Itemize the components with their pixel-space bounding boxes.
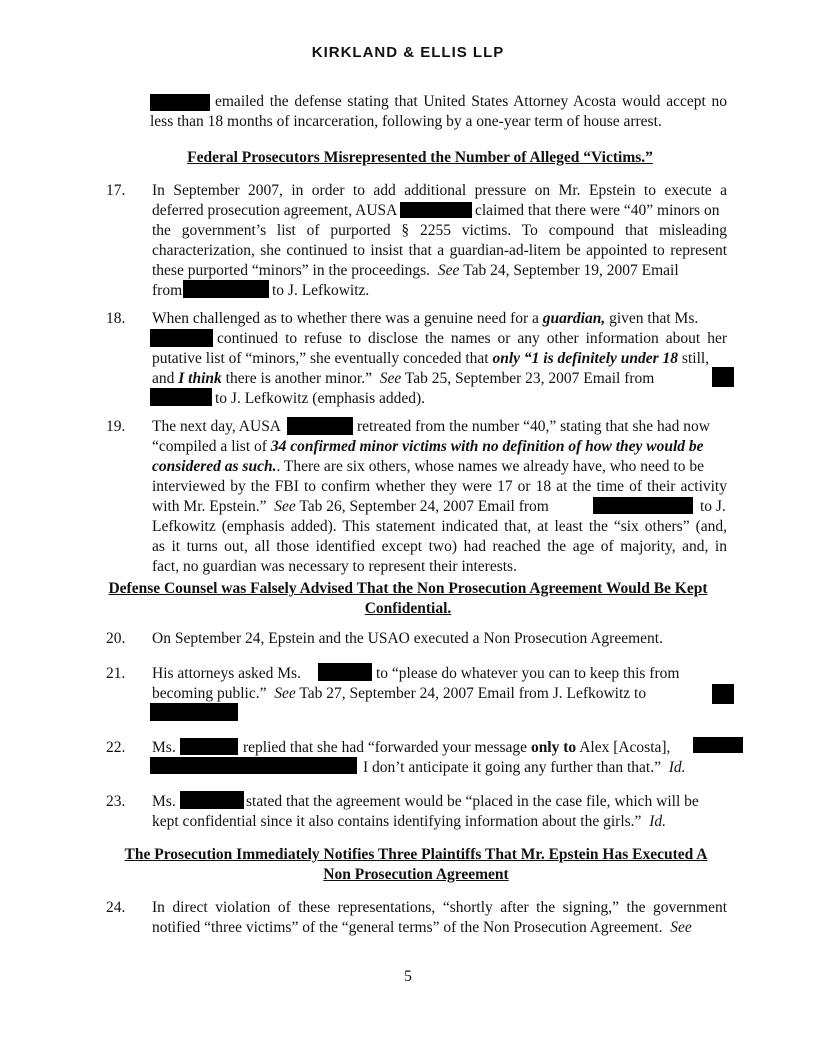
p19-see: See [274,498,296,515]
redaction [150,329,213,347]
p24-see: See [670,919,692,936]
p18-line-4c: there is another minor.” [225,370,372,387]
p22-line-2a: I don’t anticipate it going any further than that.” [363,759,661,776]
p17-line-2a: deferred prosecution agreement, AUSA [152,202,398,219]
redaction [287,417,353,435]
redaction [150,757,357,774]
paragraph-number: 23. [106,793,126,810]
p17-line-6a: from [152,282,183,299]
p18-line-5: to J. Lefkowitz (emphasis added). [215,390,426,407]
p19-line-3b: . There are six others, whose names we already have, who need to be [276,458,704,475]
p22-line-1 [243,738,670,758]
p17-line-5 [152,261,679,281]
p18-see: See [379,370,402,387]
redaction [693,737,743,753]
paragraph-number: 19. [106,418,126,435]
p18-line-3c: still, [681,350,710,367]
redaction [180,791,244,809]
p19-line-2a: “compiled a list of [152,438,267,455]
p17-line-1: In September 2007, in order to add additional pressure on Mr. Epstein to execute a [152,182,727,199]
paragraph-number: 21. [106,665,126,682]
p19-line-7: as it turns out, all those identified except two) had reached the age of majority, and, in [152,538,727,555]
p17-line-5c: Tab 24, September 19, 2007 Email [463,262,679,279]
section-heading-notifies-2: Non Prosecution Agreement [323,866,509,883]
paragraph-number: 18. [106,310,126,327]
p24-line-1: In direct violation of these representations, “shortly after the signing,” the government [152,899,727,916]
p18-line-1c: given that Ms. [609,310,699,327]
paragraph-number: 22. [106,739,126,756]
p18-line-1 [152,309,698,329]
p19-34-confirmed: 34 confirmed minor victims with no definition of how they would be [270,438,704,455]
p21-line-2 [152,684,646,704]
p21-line-2c: Tab 27, September 24, 2007 Email from J. Lefkowitz to [299,685,647,702]
p23-line-2 [152,812,666,832]
p17-line-2b: claimed that there were “40” minors on [475,202,720,219]
p19-line-1b: retreated from the number “40,” stating that she had now [357,418,710,435]
p19-line-5 [152,497,549,517]
p23-line-1a: Ms. [152,793,176,810]
redaction [400,202,472,218]
p18-line-3 [152,349,709,369]
redaction [183,280,269,298]
p18-line-4a: and [152,370,175,387]
intro-line-1: emailed the defense stating that United States Attorney Acosta would accept no [215,93,727,110]
p19-line-4: interviewed by the FBI to confirm whether they were 17 or 18 at the time of their activity [152,478,727,495]
p19-line-5a: with Mr. Epstein.” [152,498,267,515]
p21-line-1b: to “please do whatever you can to keep this from [376,665,680,682]
p22-line-1d: Alex [Acosta], [579,739,671,756]
p19-line-5c: Tab 26, September 24, 2007 Email from [299,498,549,515]
p18-i-think: I think [178,370,222,387]
intro-line-2: less than 18 months of incarceration, following by a one-year term of house arrest. [150,113,662,130]
p19-considered: considered as such. [152,458,277,475]
redaction [593,497,693,514]
p18-line-4 [152,369,654,389]
p22-line-2 [363,758,686,778]
p23-id: Id. [649,813,666,830]
paragraph-number: 24. [106,899,126,916]
redaction [712,684,734,704]
redaction [712,367,734,387]
p24-line-2 [152,918,692,938]
redaction [150,388,212,406]
p18-only-1: only “1 is definitely under 18 [492,350,679,367]
p18-line-3a: putative list of “minors,” she eventually conceded that [152,350,489,367]
p22-only-to: only to [530,739,577,756]
p24-line-2a: notified “three victims” of the “general terms” of the Non Prosecution Agreement. [152,919,663,936]
p20-line-1: On September 24, Epstein and the USAO executed a Non Prosecution Agreement. [152,630,663,647]
p19-line-5d: to J. [700,498,726,515]
p17-line-4: characterization, she continued to insist that a guardian-ad-litem be appointed to represent [152,242,727,259]
p22-id: Id. [668,759,686,776]
redaction [180,738,238,755]
section-heading-notifies-1: The Prosecution Immediately Notifies Three Plaintiffs That Mr. Epstein Has Executed A [124,846,708,863]
letterhead: KIRKLAND & ELLIS LLP [311,44,505,61]
p17-line-6b: to J. Lefkowitz. [272,282,370,299]
p19-line-3 [152,457,704,477]
p18-line-1a: When challenged as to whether there was a genuine need for a [152,310,539,327]
p19-line-6: Lefkowitz (emphasis added). This statement indicated that, at least the “six others” (and, [152,518,727,535]
p23-line-2a: kept confidential since it also contains identifying information about the girls.” [152,813,642,830]
p21-see: See [274,685,296,702]
p22-line-1b: replied that she had “forwarded your message [243,739,528,756]
paragraph-number: 20. [106,630,126,647]
p21-line-2a: becoming public.” [152,685,267,702]
p19-line-1a: The next day, AUSA [152,418,282,435]
page-number: 5 [404,968,412,985]
redaction [150,703,238,721]
p17-see: See [437,262,460,279]
section-heading-confidential-2: Confidential. [364,600,452,617]
p22-line-1a: Ms. [152,739,176,756]
p18-line-4e: Tab 25, September 23, 2007 Email from [404,370,655,387]
paragraph-number: 17. [106,182,126,199]
redaction [150,94,210,111]
p17-line-3: the government’s list of purported § 2255 victims. To compound that misleading [152,222,727,239]
section-heading-confidential-1: Defense Counsel was Falsely Advised That the Non Prosecution Agreement Would Be Kept [108,580,708,597]
p17-line-5a: these purported “minors” in the proceedings. [152,262,431,279]
p18-line-2: continued to refuse to disclose the names or any other information about her [217,330,727,347]
p18-guardian: guardian, [542,310,606,327]
p19-line-8: fact, no guardian was necessary to represent their interests. [152,558,517,575]
section-heading-victims: Federal Prosecutors Misrepresented the Number of Alleged “Victims.” [187,149,653,166]
p19-line-2 [152,437,704,457]
p21-line-1a: His attorneys asked Ms. [152,665,301,682]
redaction [318,663,372,681]
p23-line-1b: stated that the agreement would be “placed in the case file, which will be [246,793,699,810]
